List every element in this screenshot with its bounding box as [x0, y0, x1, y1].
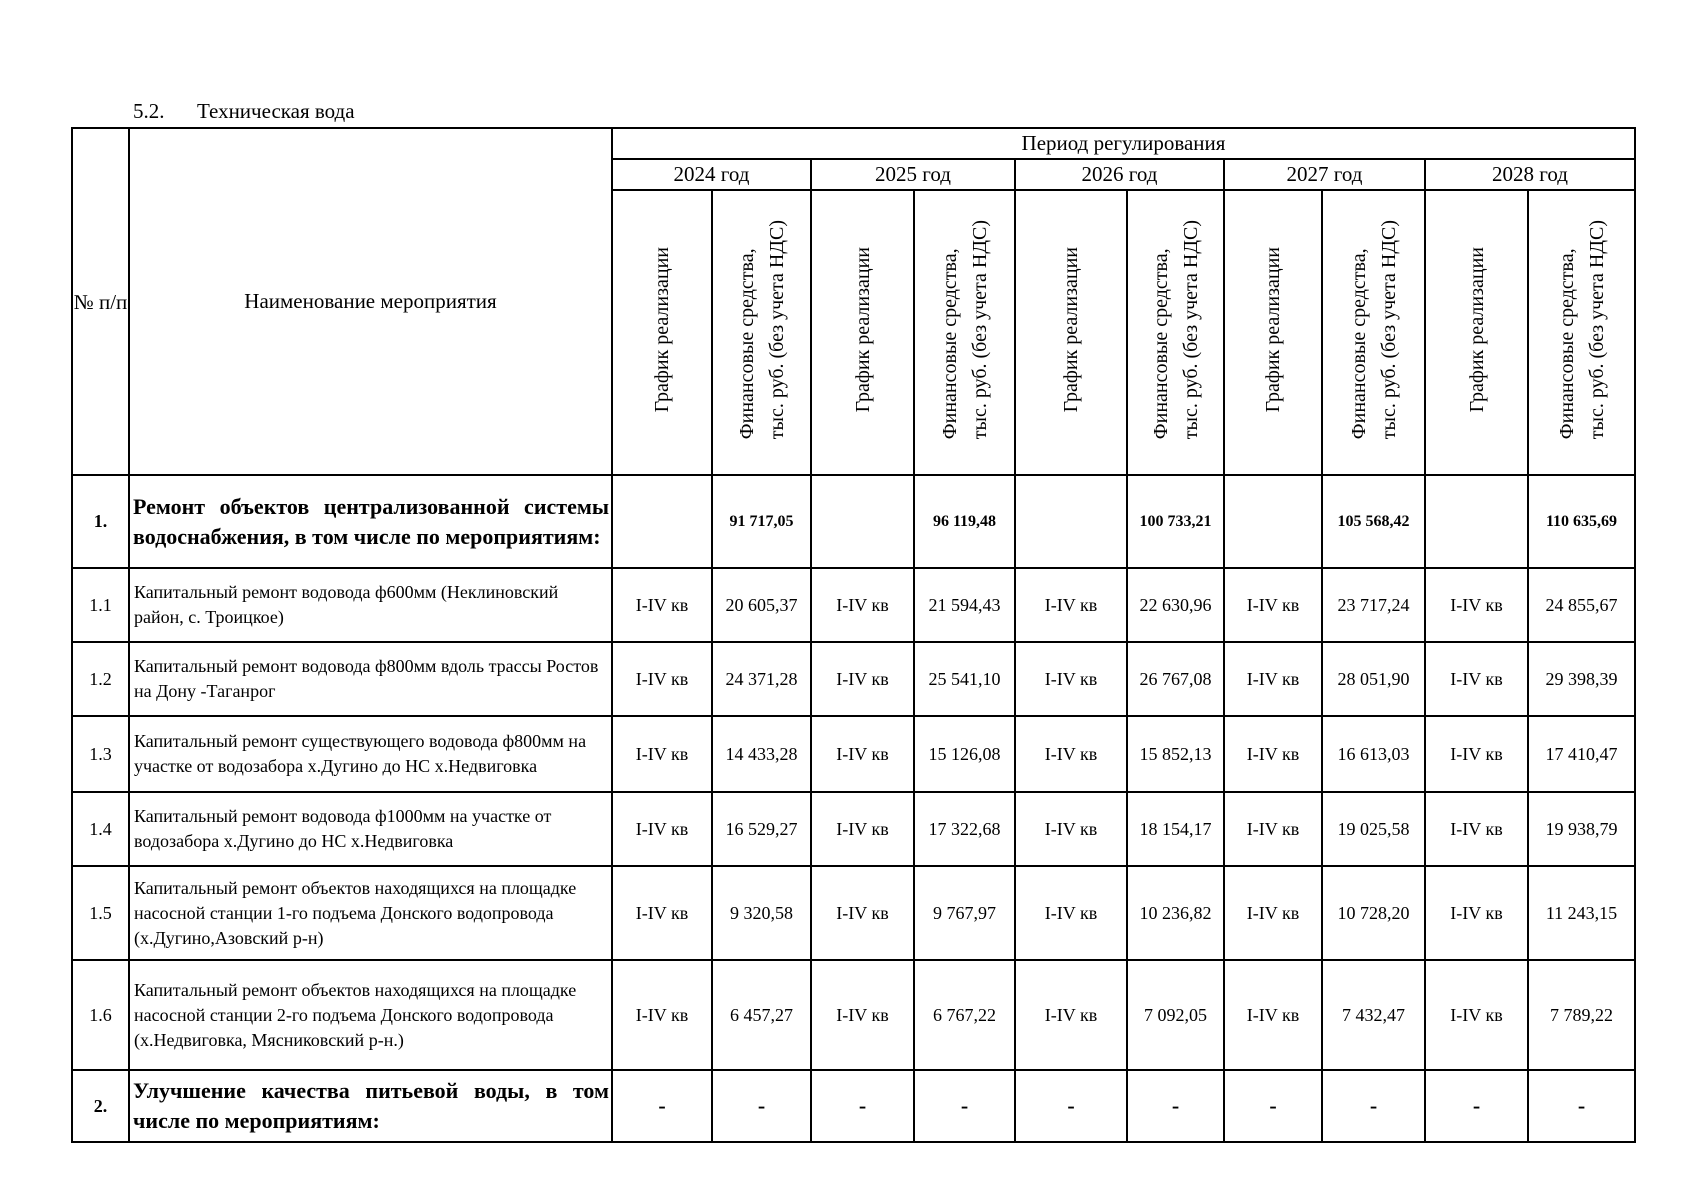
- section-title: Техническая вода: [197, 99, 355, 123]
- year-header: 2026 год: [1015, 159, 1224, 190]
- table-header: [72, 128, 1635, 475]
- schedule-cell: I-IV кв: [1425, 716, 1528, 792]
- schedule-cell: I-IV кв: [811, 960, 914, 1070]
- schedule-header: [612, 190, 712, 475]
- no-header: № п/п: [72, 128, 129, 475]
- finance-header: [1528, 190, 1635, 475]
- schedule-cell: I-IV кв: [1425, 960, 1528, 1070]
- finance-cell: 20 605,37: [712, 568, 811, 642]
- schedule-cell: -: [612, 1070, 712, 1142]
- finance-cell: 10 236,82: [1127, 866, 1224, 960]
- schedule-cell: I-IV кв: [811, 568, 914, 642]
- year-header: 2024 год: [612, 159, 811, 190]
- schedule-cell: I-IV кв: [612, 792, 712, 866]
- schedule-cell: -: [1224, 1070, 1322, 1142]
- finance-cell: 6 767,22: [914, 960, 1015, 1070]
- schedule-cell: [811, 475, 914, 568]
- schedule-header-label: График реализации: [1060, 247, 1082, 413]
- finance-cell: -: [914, 1070, 1015, 1142]
- finance-cell: 96 119,48: [914, 475, 1015, 568]
- table-row: [72, 568, 1635, 642]
- schedule-cell: I-IV кв: [811, 716, 914, 792]
- finance-cell: -: [1322, 1070, 1425, 1142]
- table-row: [72, 475, 1635, 568]
- finance-header-label: Финансовые средства, тыс. руб. (без учета НДС): [735, 220, 788, 440]
- finance-cell: 110 635,69: [1528, 475, 1635, 568]
- schedule-cell: I-IV кв: [1015, 866, 1127, 960]
- finance-cell: 16 529,27: [712, 792, 811, 866]
- schedule-header: [811, 190, 914, 475]
- finance-cell: 10 728,20: [1322, 866, 1425, 960]
- table-body: [72, 475, 1635, 1142]
- schedule-header-label: График реализации: [1262, 247, 1284, 413]
- table-row: [72, 960, 1635, 1070]
- schedule-cell: I-IV кв: [811, 792, 914, 866]
- finance-cell: 23 717,24: [1322, 568, 1425, 642]
- schedule-cell: I-IV кв: [612, 716, 712, 792]
- finance-cell: 14 433,28: [712, 716, 811, 792]
- schedule-cell: -: [1015, 1070, 1127, 1142]
- finance-cell: -: [1528, 1070, 1635, 1142]
- schedule-cell: [612, 475, 712, 568]
- finance-cell: 7 092,05: [1127, 960, 1224, 1070]
- schedule-cell: -: [811, 1070, 914, 1142]
- finance-cell: 28 051,90: [1322, 642, 1425, 716]
- row-name: Капитальный ремонт существующего водовода ф800мм на участке от водозабора х.Дугино до НС х.Недвиговка: [129, 716, 612, 792]
- schedule-cell: I-IV кв: [1224, 568, 1322, 642]
- row-index: 1.6: [72, 960, 129, 1070]
- finance-cell: 100 733,21: [1127, 475, 1224, 568]
- finance-cell: 7 432,47: [1322, 960, 1425, 1070]
- section-number: 5.2.: [133, 99, 165, 123]
- schedule-cell: [1015, 475, 1127, 568]
- finance-cell: 15 126,08: [914, 716, 1015, 792]
- schedule-cell: I-IV кв: [1425, 642, 1528, 716]
- finance-cell: 6 457,27: [712, 960, 811, 1070]
- schedule-cell: I-IV кв: [1015, 960, 1127, 1070]
- schedule-cell: I-IV кв: [1015, 642, 1127, 716]
- period-header: Период регулирования: [612, 128, 1635, 159]
- row-name: Ремонт объектов централизованной системы водоснабжения, в том числе по мероприятиям:: [129, 475, 612, 568]
- schedule-cell: I-IV кв: [612, 960, 712, 1070]
- section-heading: [133, 98, 355, 124]
- schedule-header-label: График реализации: [1465, 247, 1488, 413]
- schedule-cell: I-IV кв: [1015, 792, 1127, 866]
- row-name: Улучшение качества питьевой воды, в том числе по мероприятиям:: [129, 1070, 612, 1142]
- schedule-cell: -: [1425, 1070, 1528, 1142]
- schedule-cell: I-IV кв: [1425, 866, 1528, 960]
- schedule-cell: I-IV кв: [1224, 642, 1322, 716]
- finance-cell: 18 154,17: [1127, 792, 1224, 866]
- finance-header: [1322, 190, 1425, 475]
- finance-header-label: Финансовые средства, тыс. руб. (без учета НДС): [1149, 220, 1202, 440]
- schedule-header: [1224, 190, 1322, 475]
- row-index: 1.4: [72, 792, 129, 866]
- finance-header-label: Финансовые средства, тыс. руб. (без учета НДС): [1555, 220, 1608, 440]
- schedule-cell: I-IV кв: [1224, 716, 1322, 792]
- finance-cell: 26 767,08: [1127, 642, 1224, 716]
- finance-cell: 17 410,47: [1528, 716, 1635, 792]
- row-index: 1.: [72, 475, 129, 568]
- schedule-cell: I-IV кв: [1224, 866, 1322, 960]
- schedule-cell: I-IV кв: [1224, 792, 1322, 866]
- finance-cell: 7 789,22: [1528, 960, 1635, 1070]
- finance-header: [712, 190, 811, 475]
- finance-cell: 15 852,13: [1127, 716, 1224, 792]
- finance-header-label: Финансовые средства, тыс. руб. (без учета НДС): [1347, 220, 1400, 440]
- row-name: Капитальный ремонт объектов находящихся на площадке насосной станции 1-го подъема Донского водопровода (х.Дугино,Азовский р-н): [129, 866, 612, 960]
- schedule-cell: I-IV кв: [1425, 568, 1528, 642]
- finance-cell: 9 767,97: [914, 866, 1015, 960]
- finance-cell: -: [712, 1070, 811, 1142]
- schedule-header-label: График реализации: [851, 247, 874, 413]
- year-header: 2027 год: [1224, 159, 1425, 190]
- finance-header: [1127, 190, 1224, 475]
- row-index: 1.2: [72, 642, 129, 716]
- finance-cell: 11 243,15: [1528, 866, 1635, 960]
- row-index: 1.1: [72, 568, 129, 642]
- table-row: [72, 866, 1635, 960]
- finance-header: [914, 190, 1015, 475]
- schedule-cell: [1425, 475, 1528, 568]
- row-name: Капитальный ремонт водовода ф1000мм на участке от водозабора х.Дугино до НС х.Недвиговка: [129, 792, 612, 866]
- finance-header-label: Финансовые средства, тыс. руб. (без учета НДС): [938, 220, 991, 440]
- row-name: Капитальный ремонт водовода ф600мм (Неклиновский район, с. Троицкое): [129, 568, 612, 642]
- row-index: 1.5: [72, 866, 129, 960]
- schedule-cell: I-IV кв: [1425, 792, 1528, 866]
- finance-cell: 21 594,43: [914, 568, 1015, 642]
- finance-cell: -: [1127, 1070, 1224, 1142]
- schedule-cell: I-IV кв: [612, 866, 712, 960]
- schedule-cell: I-IV кв: [612, 568, 712, 642]
- investment-table: [71, 127, 1636, 1143]
- schedule-cell: I-IV кв: [1224, 960, 1322, 1070]
- schedule-cell: I-IV кв: [1015, 716, 1127, 792]
- schedule-header-label: График реализации: [651, 247, 673, 413]
- schedule-header: [1015, 190, 1127, 475]
- name-header: Наименование мероприятия: [129, 128, 612, 475]
- finance-cell: 91 717,05: [712, 475, 811, 568]
- table-row: [72, 716, 1635, 792]
- finance-cell: 19 938,79: [1528, 792, 1635, 866]
- finance-cell: 19 025,58: [1322, 792, 1425, 866]
- schedule-cell: I-IV кв: [612, 642, 712, 716]
- row-index: 1.3: [72, 716, 129, 792]
- year-header: 2025 год: [811, 159, 1015, 190]
- finance-cell: 29 398,39: [1528, 642, 1635, 716]
- table-row: [72, 1070, 1635, 1142]
- row-name: Капитальный ремонт водовода ф800мм вдоль трассы Ростов на Дону -Таганрог: [129, 642, 612, 716]
- schedule-header: [1425, 190, 1528, 475]
- finance-cell: 24 855,67: [1528, 568, 1635, 642]
- row-name: Капитальный ремонт объектов находящихся на площадке насосной станции 2-го подъема Донского водопровода (х.Недвиговка, Мясниковский р-н.): [129, 960, 612, 1070]
- schedule-cell: I-IV кв: [811, 866, 914, 960]
- schedule-cell: [1224, 475, 1322, 568]
- row-index: 2.: [72, 1070, 129, 1142]
- year-header: 2028 год: [1425, 159, 1635, 190]
- finance-cell: 17 322,68: [914, 792, 1015, 866]
- finance-cell: 16 613,03: [1322, 716, 1425, 792]
- finance-cell: 9 320,58: [712, 866, 811, 960]
- table-row: [72, 642, 1635, 716]
- schedule-cell: I-IV кв: [811, 642, 914, 716]
- finance-cell: 24 371,28: [712, 642, 811, 716]
- schedule-cell: I-IV кв: [1015, 568, 1127, 642]
- finance-cell: 22 630,96: [1127, 568, 1224, 642]
- finance-cell: 105 568,42: [1322, 475, 1425, 568]
- table-row: [72, 792, 1635, 866]
- finance-cell: 25 541,10: [914, 642, 1015, 716]
